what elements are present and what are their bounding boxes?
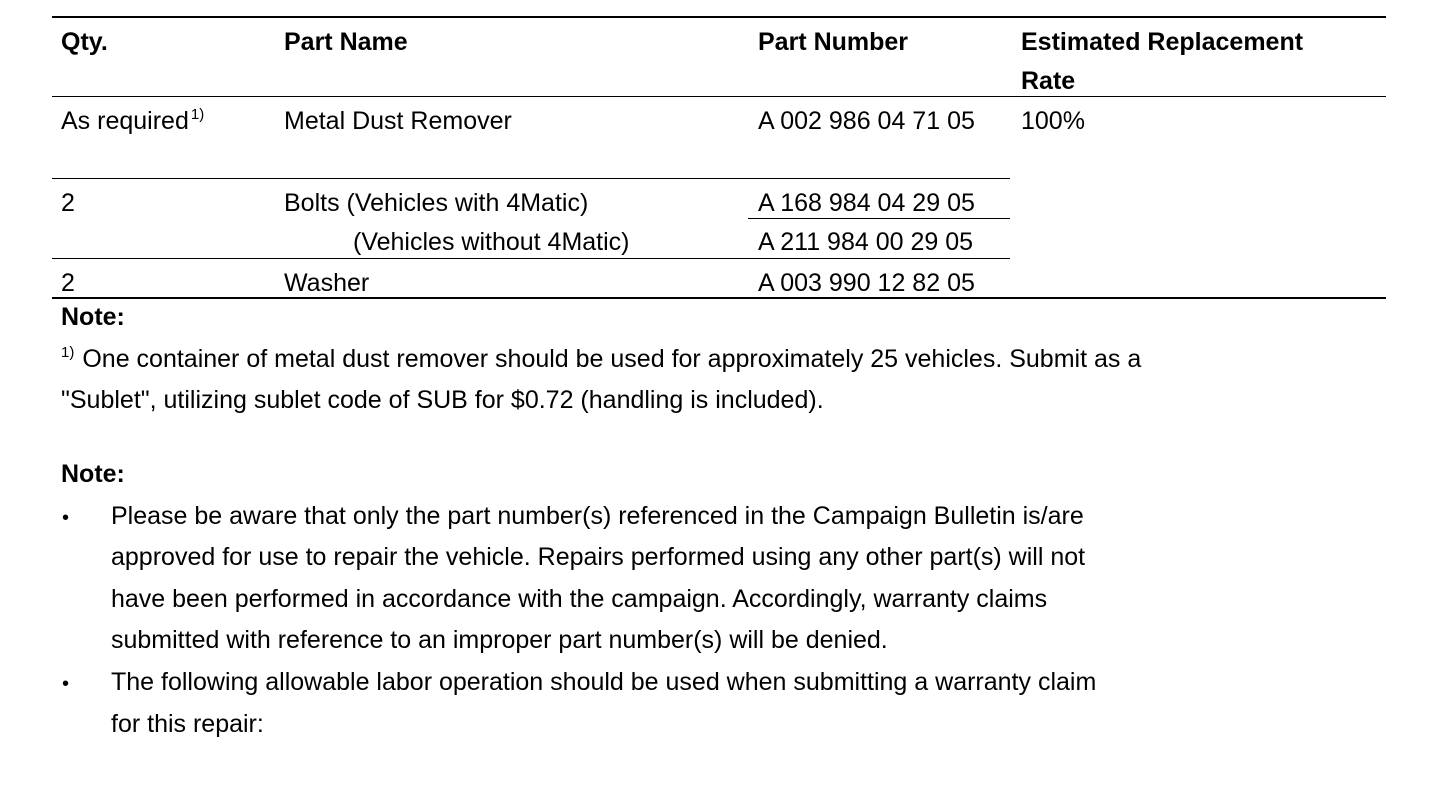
bullet-1-symbol: •	[62, 507, 70, 529]
header-replacement-rate-line2: Rate	[1021, 67, 1076, 95]
note1-line2: "Sublet", utilizing sublet code of SUB for $0.72 (handling is included).	[61, 386, 824, 414]
bullet-1-line3: have been performed in accordance with the campaign. Accordingly, warranty claims	[111, 585, 1048, 613]
bullet-2-symbol: •	[62, 673, 70, 695]
row2-part-name: Bolts (Vehicles with 4Matic)	[284, 189, 589, 217]
bullet-2-line1: The following allowable labor operation should be used when submitting a warranty claim	[111, 668, 1097, 696]
header-part-name: Part Name	[284, 28, 408, 56]
row1-qty-footnote: 1)	[190, 106, 205, 123]
row2-part-number-2: A 211 984 00 29 05	[758, 228, 974, 256]
note1-line1	[61, 344, 1142, 373]
row2-partnumber-divider	[748, 218, 1010, 219]
bullet-1-line4: submitted with reference to an improper part number(s) will be denied.	[111, 626, 888, 654]
row3-part-number: A 003 990 12 82 05	[758, 269, 975, 297]
header-qty: Qty.	[61, 28, 108, 56]
note2-heading: Note:	[61, 460, 125, 488]
table-bottom-rule	[52, 297, 1386, 299]
row1-qty	[61, 106, 205, 135]
note1-footnote-marker: 1)	[61, 344, 75, 361]
table-header-rule	[52, 96, 1386, 97]
row3-qty: 2	[61, 269, 75, 297]
table-top-rule	[52, 16, 1386, 18]
bullet-2-line2: for this repair:	[111, 710, 264, 738]
row1-bottom-rule	[52, 178, 1010, 179]
note1-heading: Note:	[61, 303, 125, 331]
row2-part-number: A 168 984 04 29 05	[758, 189, 975, 217]
header-part-number: Part Number	[758, 28, 909, 56]
row2-part-name-2: (Vehicles without 4Matic)	[353, 228, 630, 256]
row3-part-name: Washer	[284, 269, 370, 297]
header-replacement-rate-line1: Estimated Replacement	[1021, 28, 1304, 56]
row1-part-name: Metal Dust Remover	[284, 107, 512, 135]
bullet-1-line2: approved for use to repair the vehicle. Repairs performed using any other part(s) will not	[111, 543, 1086, 571]
row1-replacement-rate: 100%	[1021, 107, 1085, 135]
row1-part-number: A 002 986 04 71 05	[758, 107, 975, 135]
row1-qty-text: As required	[61, 107, 189, 135]
row2-bottom-rule	[52, 258, 1010, 259]
row2-qty: 2	[61, 189, 75, 217]
bullet-1-line1: Please be aware that only the part number(s) referenced in the Campaign Bulletin is/are	[111, 502, 1084, 530]
note1-line1-text: One container of metal dust remover should be used for approximately 25 vehicles. Submit as a	[82, 345, 1142, 373]
